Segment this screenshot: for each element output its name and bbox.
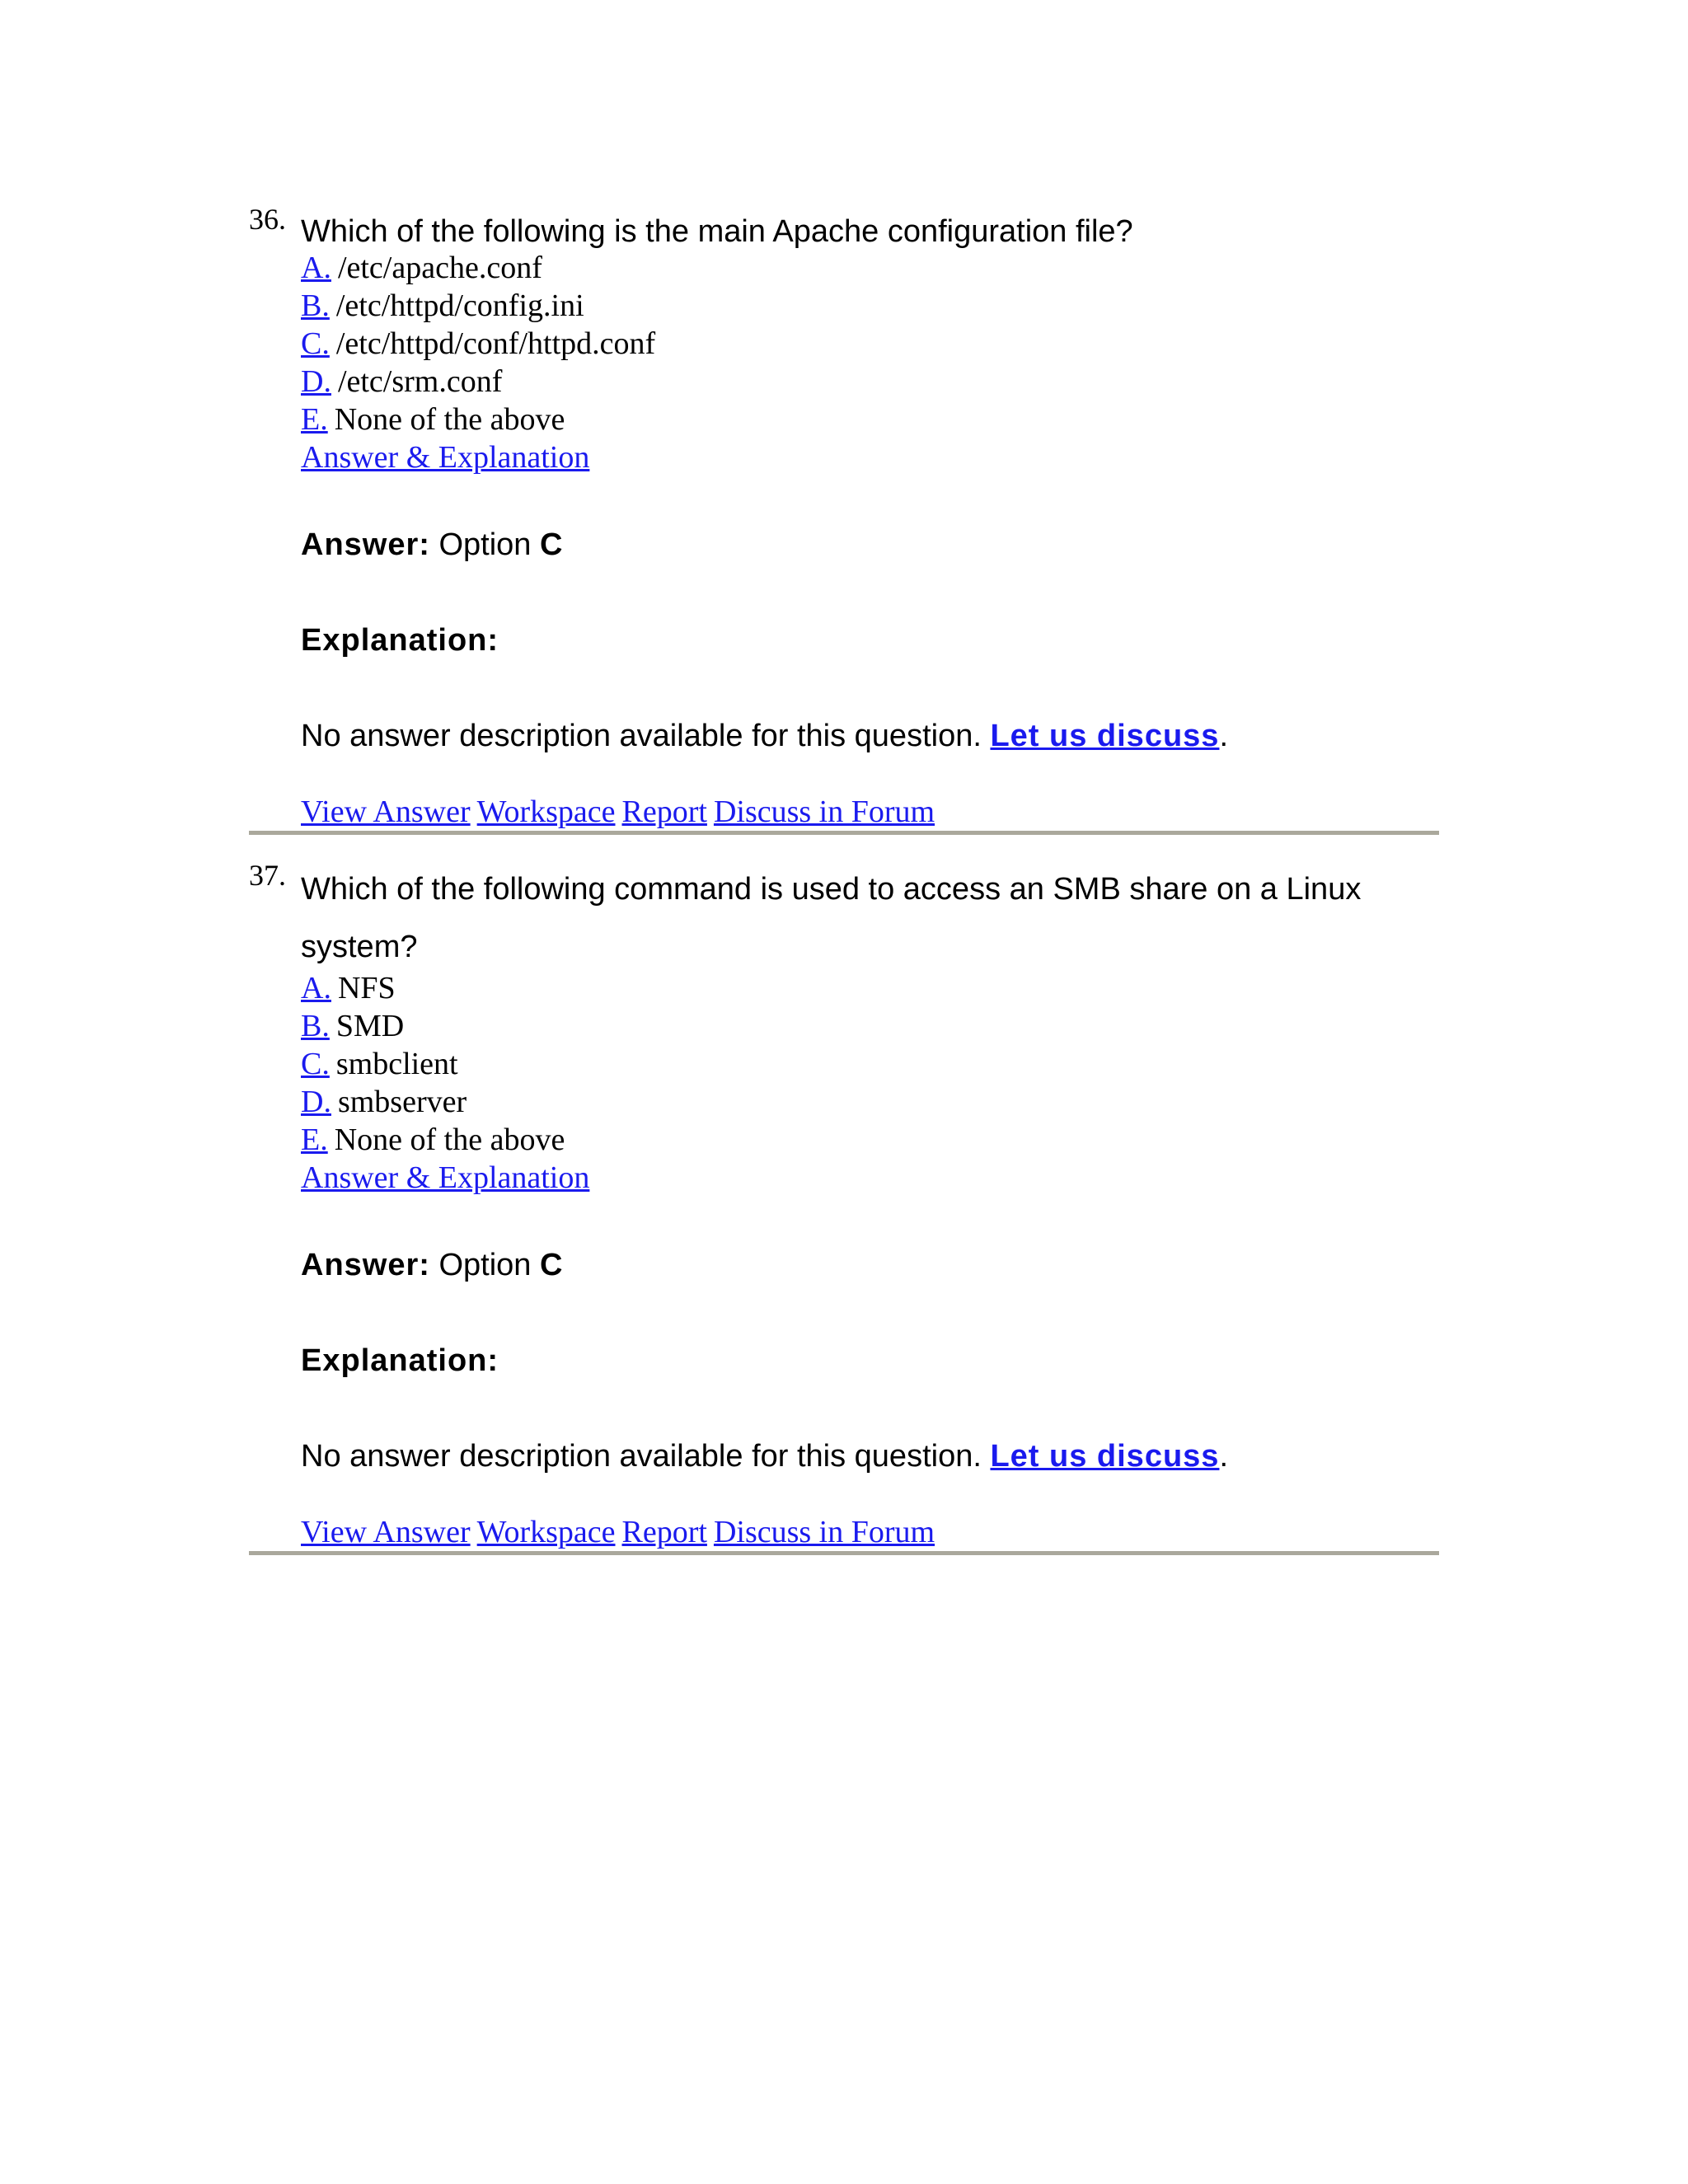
option-letter-link[interactable]: C.	[301, 1047, 330, 1081]
answer-prefix: Option	[438, 1248, 532, 1282]
option-d	[301, 1083, 1439, 1121]
option-c	[301, 325, 1439, 363]
option-a	[301, 969, 1439, 1007]
answer-label: Answer:	[301, 1248, 430, 1282]
option-d	[301, 363, 1439, 401]
report-link[interactable]: Report	[621, 794, 707, 829]
explanation-text-line	[301, 1437, 1439, 1475]
explanation-text: No answer description available for this question.	[301, 1439, 982, 1474]
question-number: 36.	[249, 203, 286, 236]
answer-explanation-link[interactable]: Answer & Explanation	[301, 440, 590, 475]
question-body	[301, 860, 1439, 1551]
option-letter-link[interactable]: C.	[301, 326, 330, 361]
option-text: smbclient	[335, 1047, 458, 1081]
view-answer-link[interactable]: View Answer	[301, 1515, 471, 1549]
answer-label: Answer:	[301, 527, 430, 562]
explanation-suffix: .	[1219, 719, 1228, 753]
question-block	[249, 857, 1439, 1555]
footer-links	[301, 1513, 1439, 1551]
answer-line	[301, 526, 1439, 564]
option-letter-link[interactable]: A.	[301, 971, 331, 1005]
answer-option: C	[540, 1248, 563, 1282]
option-text: /etc/httpd/conf/httpd.conf	[335, 326, 656, 361]
option-c	[301, 1045, 1439, 1083]
option-text: /etc/apache.conf	[337, 251, 542, 285]
explanation-heading: Explanation:	[301, 623, 499, 658]
question-text: Which of the following command is used to access an SMB share on a Linux system?	[301, 872, 1362, 964]
option-letter-link[interactable]: D.	[301, 364, 331, 399]
answer-explanation-link[interactable]: Answer & Explanation	[301, 1160, 590, 1195]
option-letter-link[interactable]: E.	[301, 402, 328, 437]
option-e	[301, 401, 1439, 438]
discuss-forum-link[interactable]: Discuss in Forum	[713, 1515, 935, 1549]
divider	[249, 1551, 1439, 1555]
option-text: None of the above	[334, 402, 565, 437]
answer-line	[301, 1246, 1439, 1284]
footer-links	[301, 793, 1439, 831]
option-letter-link[interactable]: D.	[301, 1085, 331, 1119]
question-block	[249, 201, 1439, 835]
option-b	[301, 287, 1439, 325]
view-answer-link[interactable]: View Answer	[301, 794, 471, 829]
explanation-heading: Explanation:	[301, 1343, 499, 1378]
option-letter-link[interactable]: B.	[301, 1009, 330, 1043]
option-text: /etc/srm.conf	[337, 364, 503, 399]
question-body	[301, 208, 1439, 831]
let-us-discuss-link[interactable]: Let us discuss	[990, 719, 1220, 753]
workspace-link[interactable]: Workspace	[476, 1515, 616, 1549]
option-text: None of the above	[334, 1122, 565, 1157]
report-link[interactable]: Report	[621, 1515, 707, 1549]
option-letter-link[interactable]: B.	[301, 288, 330, 323]
option-letter-link[interactable]: E.	[301, 1122, 328, 1157]
option-letter-link[interactable]: A.	[301, 251, 331, 285]
answer-prefix: Option	[438, 527, 532, 562]
workspace-link[interactable]: Workspace	[476, 794, 616, 829]
option-e	[301, 1121, 1439, 1159]
question-number: 37.	[249, 859, 286, 892]
explanation-text: No answer description available for this question.	[301, 719, 982, 753]
option-text: /etc/httpd/config.ini	[335, 288, 584, 323]
options-list	[301, 249, 1439, 476]
explanation-suffix: .	[1219, 1439, 1228, 1474]
option-text: smbserver	[337, 1085, 467, 1119]
option-b	[301, 1007, 1439, 1045]
option-text: NFS	[337, 971, 396, 1005]
discuss-forum-link[interactable]: Discuss in Forum	[713, 794, 935, 829]
option-text: SMD	[335, 1009, 405, 1043]
answer-option: C	[540, 527, 563, 562]
divider	[249, 831, 1439, 835]
explanation-text-line	[301, 717, 1439, 755]
options-list	[301, 969, 1439, 1197]
let-us-discuss-link[interactable]: Let us discuss	[990, 1439, 1220, 1474]
question-text: Which of the following is the main Apache configuration file?	[301, 214, 1133, 249]
